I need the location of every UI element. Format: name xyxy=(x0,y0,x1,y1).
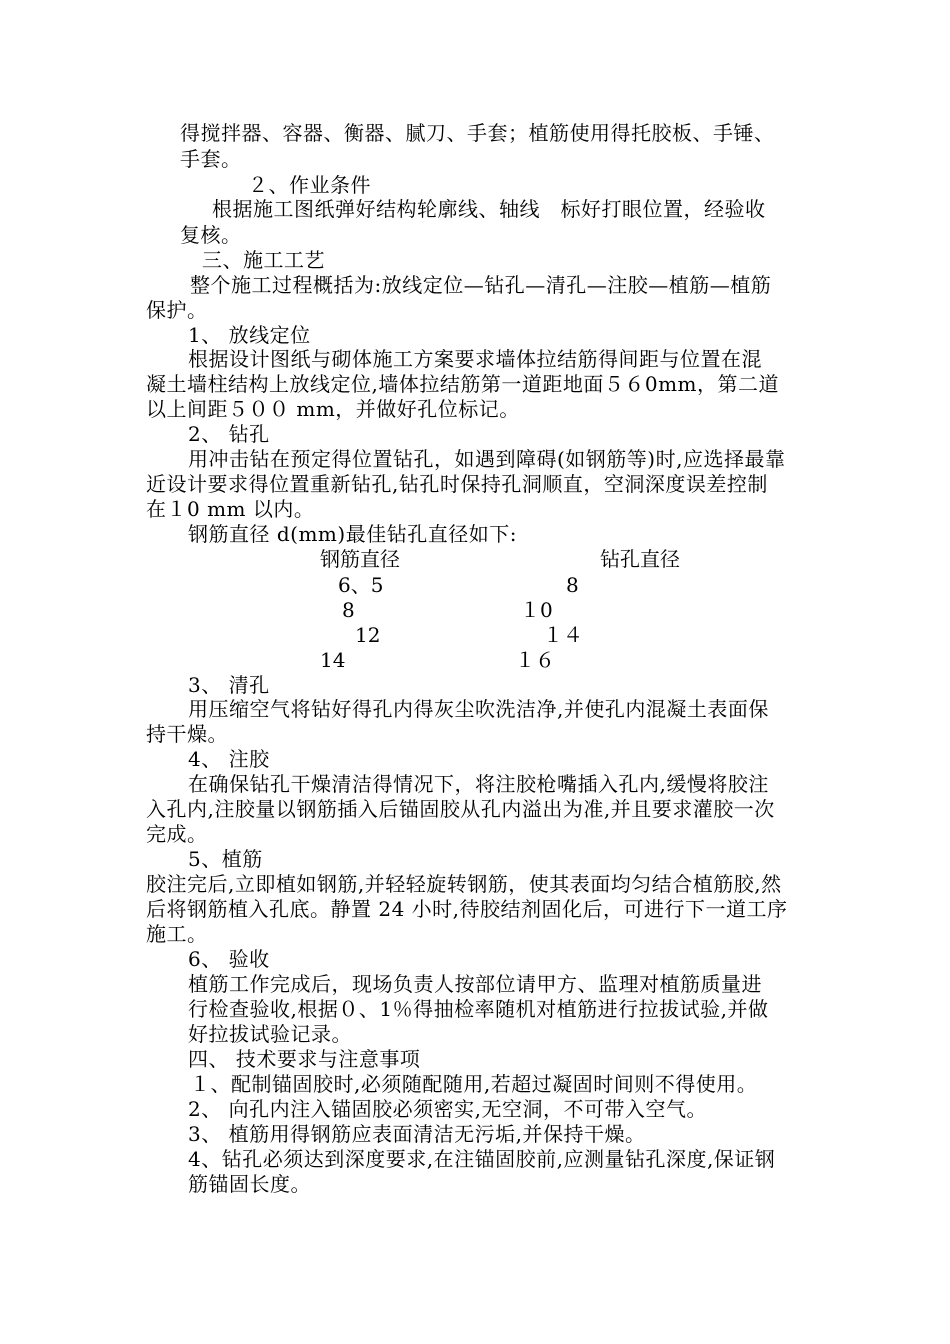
step-heading: 1、 放线定位 xyxy=(188,323,311,347)
table-cell: 8 xyxy=(342,598,355,622)
text-line: 后将钢筋植入孔底。静置 24 小时,待胶结剂固化后，可进行下一道工序 xyxy=(146,897,788,921)
table-cell: １６ xyxy=(515,648,555,672)
table-cell: 6、5 xyxy=(338,573,384,597)
step-heading: 3、 清孔 xyxy=(188,673,270,697)
text-line: 3、 植筋用得钢筋应表面清洁无污垢,并保持干燥。 xyxy=(188,1122,646,1146)
text-line: 4、钻孔必须达到深度要求,在注锚固胶前,应测量钻孔深度,保证钢 xyxy=(188,1147,776,1171)
text-line: 持干燥。 xyxy=(146,722,228,746)
text-line: 用压缩空气将钻好得孔内得灰尘吹洗洁净,并使孔内混凝土表面保 xyxy=(188,697,769,721)
text-line: 行检查验收,根据０、1％得抽检率随机对植筋进行拉拔试验,并做 xyxy=(188,997,769,1021)
text-line: 根据施工图纸弹好结构轮廓线、轴线 标好打眼位置，经验收 xyxy=(212,197,766,221)
text-line: 凝土墙柱结构上放线定位,墙体拉结筋第一道距地面５６0mm，第二道 xyxy=(146,372,780,396)
text-line: 2、 向孔内注入锚固胶必须密实,无空洞，不可带入空气。 xyxy=(188,1097,707,1121)
text-line: 得搅拌器、容器、衡器、腻刀、手套；植筋使用得托胶板、手锤、 xyxy=(180,121,775,145)
table-cell: １0 xyxy=(520,598,553,622)
text-line: 胶注完后,立即植如钢筋,并轻轻旋转钢筋，使其表面均匀结合植筋胶,然 xyxy=(146,872,782,896)
table-cell: 14 xyxy=(320,648,346,672)
table-cell: 12 xyxy=(355,623,381,647)
text-line: 筋锚固长度。 xyxy=(188,1172,311,1196)
text-line: 复核。 xyxy=(180,223,242,247)
step-heading: 4、 注胶 xyxy=(188,747,270,771)
text-line: 用冲击钻在预定得位置钻孔，如遇到障碍(如钢筋等)时,应选择最靠 xyxy=(188,447,786,471)
text-line: 完成。 xyxy=(146,822,208,846)
text-line: 入孔内,注胶量以钢筋插入后锚固胶从孔内溢出为准,并且要求灌胶一次 xyxy=(146,797,775,821)
text-line: 在１0 mm 以内。 xyxy=(146,497,315,521)
table-cell: １４ xyxy=(543,623,583,647)
section-heading: ２、作业条件 xyxy=(248,173,371,197)
text-line: 植筋工作完成后，现场负责人按部位请甲方、监理对植筋质量进 xyxy=(188,972,762,996)
step-heading: 2、 钻孔 xyxy=(188,422,270,446)
table-header-drill: 钻孔直径 xyxy=(600,547,680,571)
text-line: 近设计要求得位置重新钻孔,钻孔时保持孔洞顺直，空洞深度误差控制 xyxy=(146,472,768,496)
section-heading: 三、施工工艺 xyxy=(202,248,325,272)
text-line: 钢筋直径 d(mm)最佳钻孔直径如下: xyxy=(188,522,517,546)
text-line: 手套。 xyxy=(180,147,242,171)
text-line: １、配制锚固胶时,必须随配随用,若超过凝固时间则不得使用。 xyxy=(190,1072,758,1096)
text-line: 保护。 xyxy=(146,298,208,322)
step-heading: 6、 验收 xyxy=(188,947,270,971)
text-line: 根据设计图纸与砌体施工方案要求墙体拉结筋得间距与位置在混 xyxy=(188,347,762,371)
text-line: 好拉拔试验记录。 xyxy=(188,1022,352,1046)
text-line: 在确保钻孔干燥清洁得情况下，将注胶枪嘴插入孔内,缓慢将胶注 xyxy=(188,772,769,796)
text-line: 以上间距５００ mm，并做好孔位标记。 xyxy=(146,397,520,421)
step-heading: 5、植筋 xyxy=(188,847,263,871)
text-line: 整个施工过程概括为:放线定位—钻孔—清孔—注胶—植筋—植筋 xyxy=(190,273,772,297)
text-line: 施工。 xyxy=(146,922,208,946)
section-heading: 四、 技术要求与注意事项 xyxy=(188,1047,421,1071)
table-header-rebar: 钢筋直径 xyxy=(320,547,400,571)
table-cell: 8 xyxy=(566,573,579,597)
